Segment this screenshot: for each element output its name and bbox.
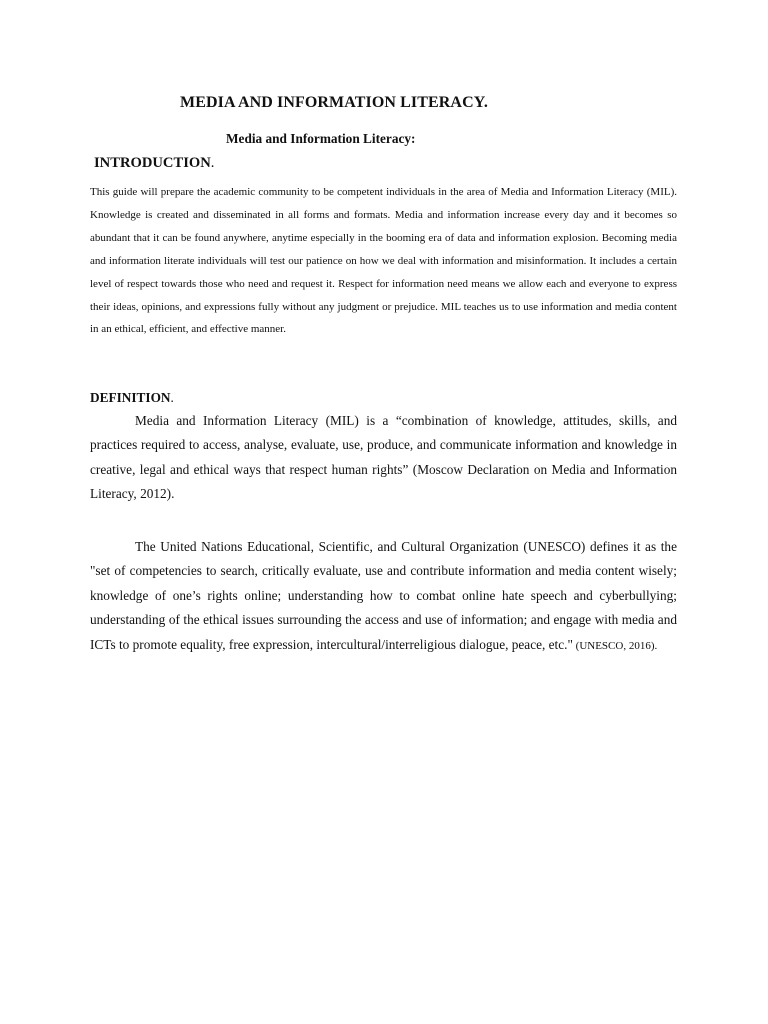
- definition-paragraph-1: Media and Information Literacy (MIL) is a “combination of knowledge, attitudes, skills, and practices required to access, analyse, evaluate, use, produce, and communicate information and knowledge in creative, legal and ethical ways that respect human rights” (Moscow Declaration on Media and Information Literacy, 2012).: [90, 413, 677, 502]
- introduction-heading-punct: .: [210, 155, 215, 171]
- introduction-paragraph: This guide will prepare the academic community to be competent individuals in the area of Media and Information Literacy (MIL). Knowledge is created and disseminated in all forms and formats. Media and information increase every day and it becomes so abundant that it can be found anywhere, anytime especially in the booming era of data and information explosion. Becoming media and information literate individuals will test our patience on how we deal with information and misinformation. It includes a certain level of respect towards those who need and request it. Respect for information need means we allow each and everyone to express their ideas, opinions, and expressions fully without any judgment or prejudice. MIL teaches us to use information and media content in an ethical, efficient, and effective manner.: [90, 186, 677, 336]
- document-title: MEDIA AND INFORMATION LITERACY.: [180, 94, 489, 111]
- definition-paragraph-2-text: The United Nations Educational, Scientific, and Cultural Organization (UNESCO) defines it as the "set of competencies to search, critically evaluate, use and contribute information and media content wisely; knowledge of one’s rights online; understanding how to combat online hate speech and cyberbullying; understanding of the ethical issues surrounding the access and use of information; and engage with media and ICTs to promote equality, free expression, intercultural/interreligious dialogue, peace, etc.": [90, 539, 677, 652]
- introduction-heading-text: INTRODUCTION: [94, 155, 211, 171]
- definition-heading: [90, 390, 174, 406]
- definition-paragraph-2-citation: (UNESCO, 2016).: [572, 639, 658, 652]
- definition-heading-text: DEFINITION: [90, 390, 171, 405]
- definition-paragraph-2: [90, 535, 677, 658]
- introduction-heading: [94, 155, 214, 172]
- definition-heading-punct: .: [170, 390, 174, 405]
- document-subtitle: Media and Information Literacy:: [226, 131, 416, 146]
